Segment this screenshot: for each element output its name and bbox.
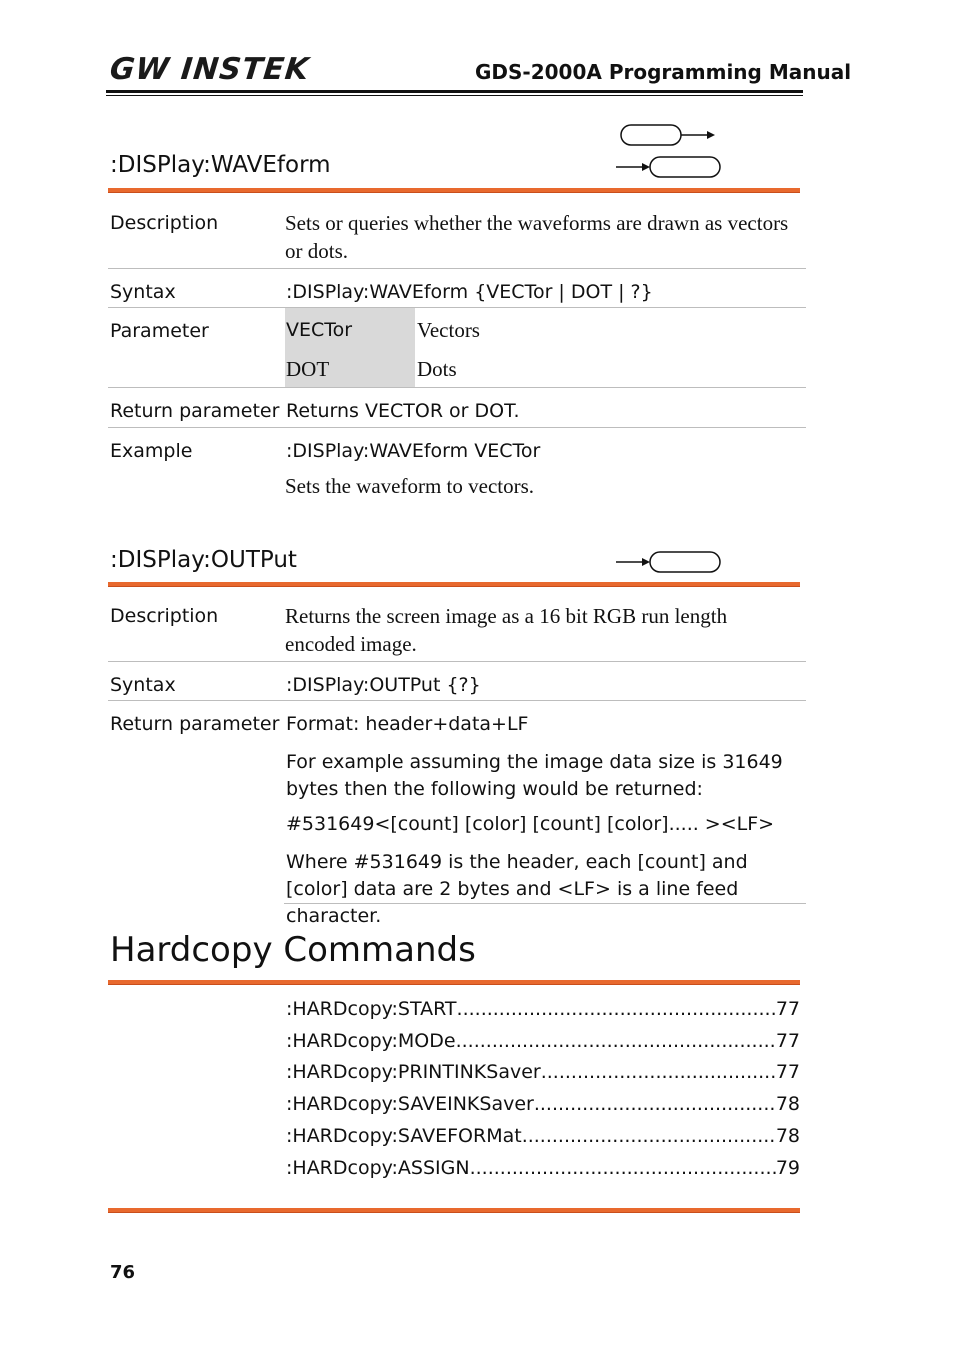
toc-entry[interactable] (286, 1093, 800, 1115)
toc-leader (541, 1061, 776, 1083)
toc-leader (457, 998, 776, 1020)
return-example-text: For example assuming the image data size is 31649 bytes then the following would be returned: (286, 751, 783, 800)
row-divider (108, 268, 806, 269)
syntax-text: :DISPlay:OUTPut {?} (286, 674, 481, 696)
toc-leader (522, 1125, 776, 1147)
toc-leader (470, 1157, 776, 1179)
example-command: :DISPlay:WAVEform VECTor (286, 440, 541, 462)
footer-rule (108, 1208, 800, 1213)
parameter-desc: Dots (417, 357, 457, 381)
page-number: 76 (110, 1262, 136, 1283)
return-format-text: Format: header+data+LF (286, 713, 529, 735)
toc-entry[interactable] (286, 1125, 800, 1147)
return-sample-output: #531649<[count] [color] [count] [color]..... ><LF> (286, 813, 775, 835)
syntax-label: Syntax (110, 281, 176, 303)
parameter-name: VECTor (286, 319, 353, 341)
toc-command: :HARDcopy:START (286, 998, 457, 1020)
toc-leader (534, 1093, 776, 1115)
toc-page: 77 (775, 1030, 800, 1052)
toc-page: 77 (775, 1061, 800, 1083)
return-parameter-label: Return parameter (110, 713, 280, 735)
example-label: Example (110, 440, 193, 462)
row-divider (108, 700, 806, 701)
row-divider (284, 903, 806, 904)
toc-command: :HARDcopy:MODe (286, 1030, 456, 1052)
syntax-label: Syntax (110, 674, 176, 696)
section-rule (108, 188, 800, 193)
return-explanation-text: Where #531649 is the header, each [count] and [color] data are 2 bytes and <LF> is a line feed character. (286, 851, 748, 927)
query-icon (614, 550, 724, 576)
toc-entry[interactable] (286, 1061, 800, 1083)
parameter-label: Parameter (110, 320, 209, 342)
toc-page: 77 (775, 998, 800, 1020)
example-description: Sets the waveform to vectors. (285, 474, 535, 498)
header-rule-thin (106, 95, 803, 96)
header-rule (106, 90, 803, 93)
chapter-rule (108, 980, 800, 985)
parameter-name: DOT (286, 357, 330, 381)
row-divider (108, 387, 806, 388)
toc-page: 78 (775, 1125, 800, 1147)
syntax-text: :DISPlay:WAVEform {VECTor | DOT | ?} (286, 281, 653, 303)
toc-page: 79 (775, 1157, 800, 1179)
chapter-heading: Hardcopy Commands (110, 930, 476, 970)
query-icon (616, 157, 720, 177)
row-divider (108, 427, 806, 428)
gw-instek-logo: GW INSTEK (108, 52, 312, 87)
toc-command: :HARDcopy:SAVEFORMat (286, 1125, 522, 1147)
return-parameter-label: Return parameter (110, 400, 280, 422)
toc-command: :HARDcopy:ASSIGN (286, 1157, 470, 1179)
set-icon (621, 125, 715, 145)
section-title-display-waveform: :DISPlay:WAVEform (110, 152, 331, 178)
toc-entry[interactable] (286, 1030, 800, 1052)
manual-title: GDS-2000A Programming Manual (475, 60, 852, 84)
row-divider (108, 307, 806, 308)
toc-entry[interactable] (286, 1157, 800, 1179)
parameter-desc: Vectors (417, 318, 480, 342)
return-parameter-text: Returns VECTOR or DOT. (286, 400, 520, 422)
row-divider (108, 661, 806, 662)
toc-entry[interactable] (286, 998, 800, 1020)
set-query-icons (614, 122, 724, 180)
description-text: Returns the screen image as a 16 bit RGB run length encoded image. (285, 604, 728, 656)
toc-page: 78 (775, 1093, 800, 1115)
description-text: Sets or queries whether the waveforms are drawn as vectors or dots. (285, 211, 789, 263)
section-rule (108, 582, 800, 587)
section-title-display-output: :DISPlay:OUTPut (110, 547, 297, 573)
toc-leader (456, 1030, 776, 1052)
description-label: Description (110, 212, 219, 234)
description-label: Description (110, 605, 219, 627)
toc-command: :HARDcopy:SAVEINKSaver (286, 1093, 534, 1115)
toc-command: :HARDcopy:PRINTINKSaver (286, 1061, 541, 1083)
